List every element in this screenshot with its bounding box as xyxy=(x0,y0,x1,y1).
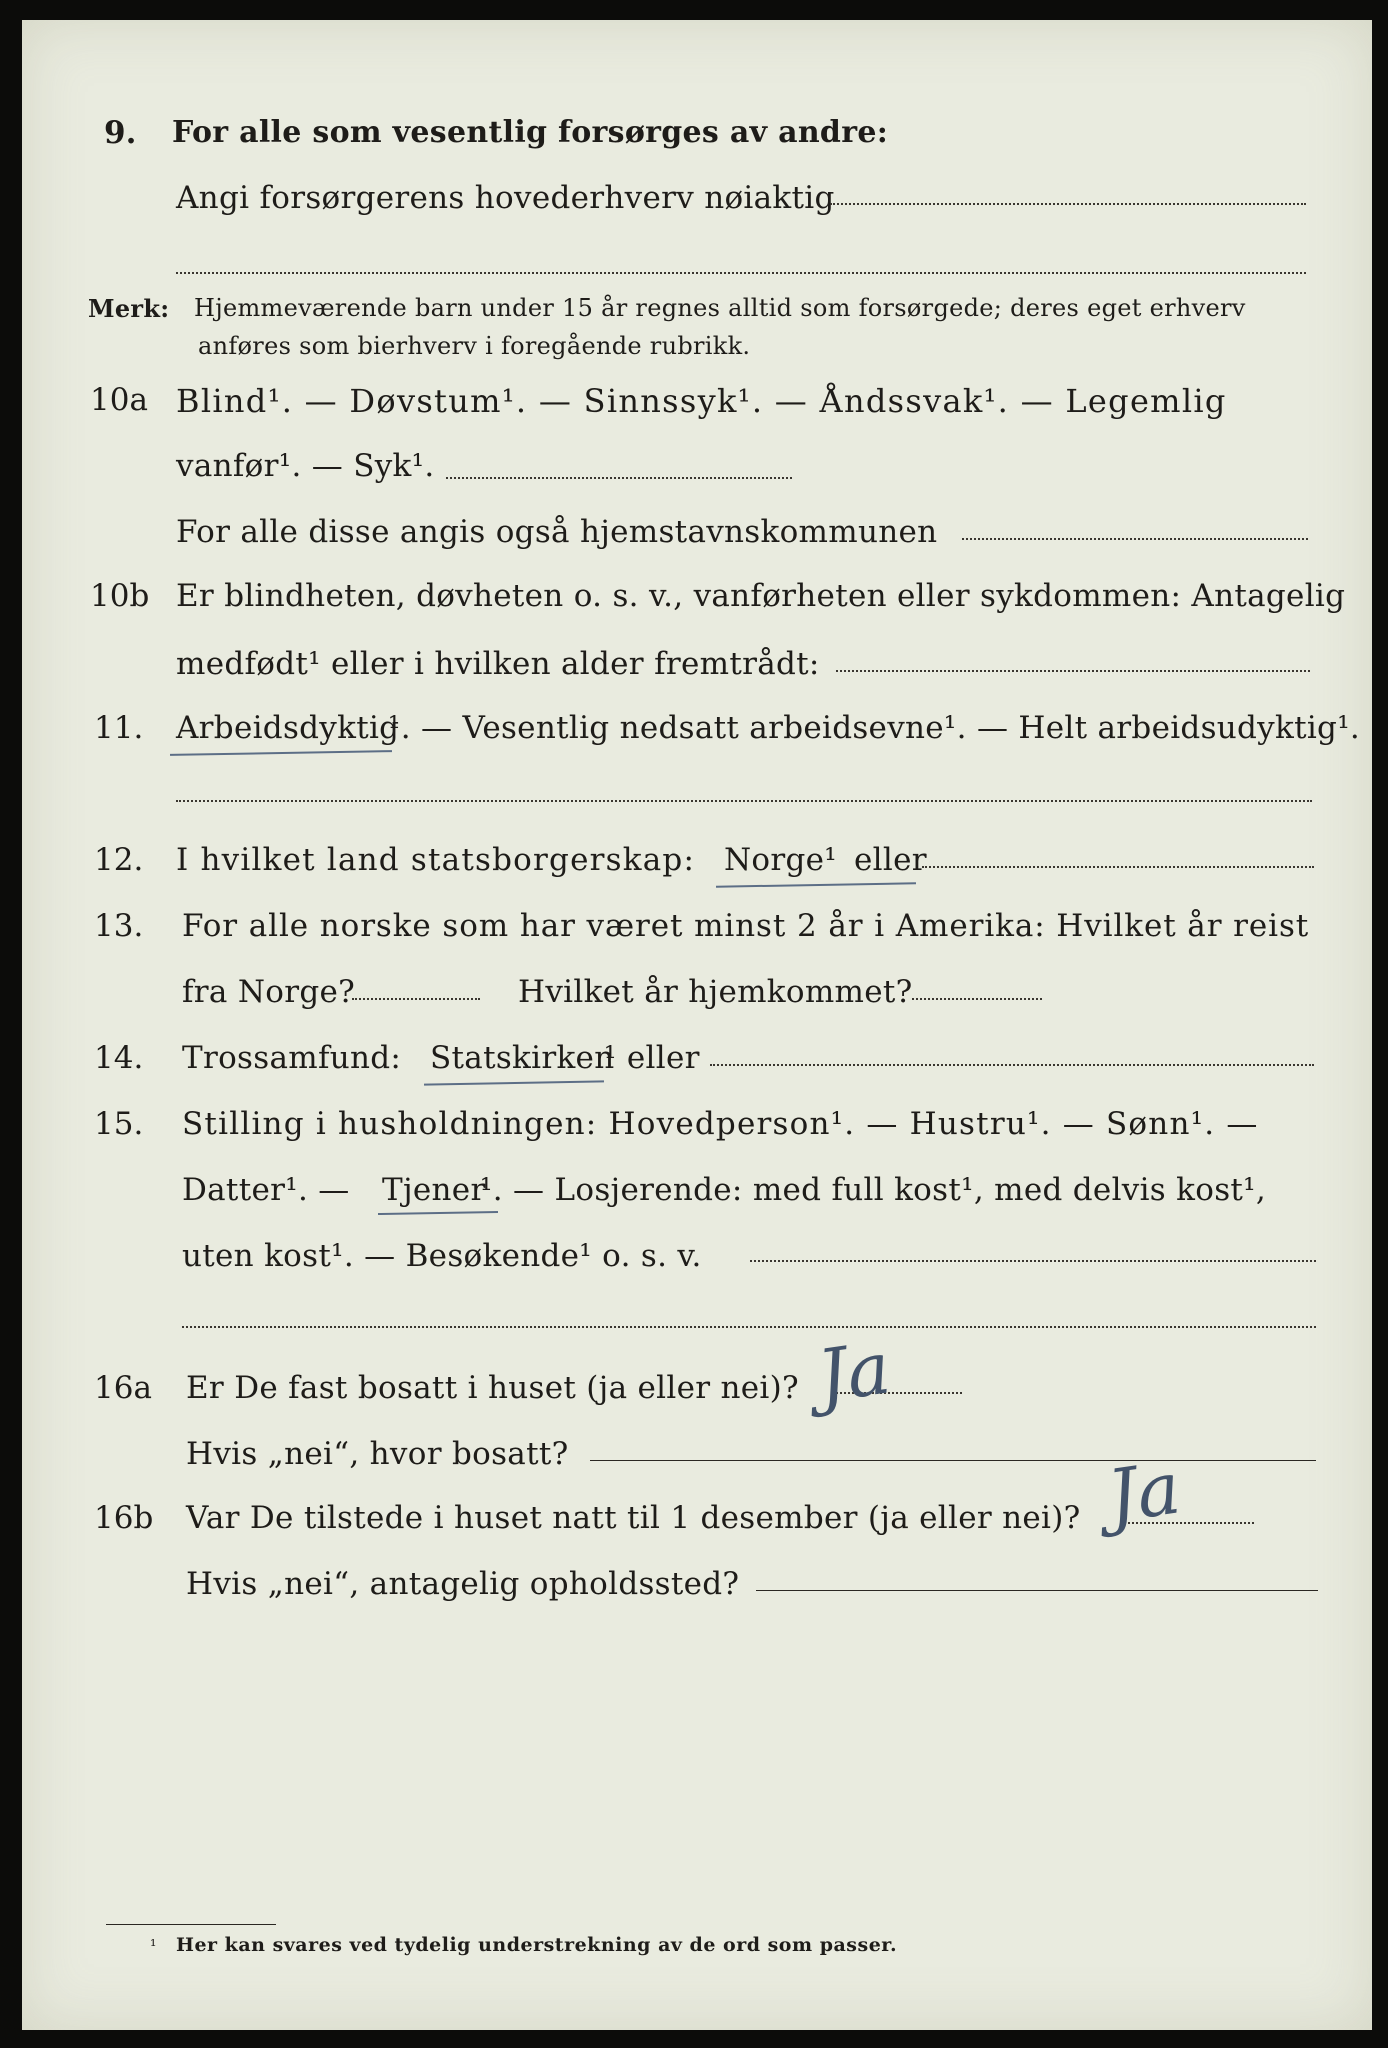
q14-text: Trossamfund: xyxy=(182,1040,402,1076)
q16b-line-1: Var De tilstede i huset natt til 1 desember (ja eller nei)? xyxy=(186,1500,1081,1536)
q12-text: I hvilket land statsborgerskap: xyxy=(176,842,696,878)
q14-option-eller: ¹ eller xyxy=(604,1040,700,1076)
q9-answer-field[interactable] xyxy=(830,203,1306,205)
q15-number: 15. xyxy=(94,1106,144,1142)
q15-option-tjener: Tjener xyxy=(382,1172,486,1208)
q16a-line-2: Hvis „nei“, hvor bosatt? xyxy=(186,1436,569,1472)
q16b-opholdssted-field[interactable] xyxy=(756,1590,1318,1591)
q15-answer-field-2[interactable] xyxy=(182,1326,1316,1328)
q16b-handwritten-answer: Ja xyxy=(1102,1445,1186,1539)
q9-title: For alle som vesentlig forsørges av andre: xyxy=(172,115,889,150)
q16a-number: 16a xyxy=(94,1370,152,1406)
q12-number: 12. xyxy=(94,842,144,878)
q9-number: 9. xyxy=(104,115,137,151)
q10a-line-2: vanfør¹. — Syk¹. xyxy=(176,448,435,484)
q12-option-eller: eller xyxy=(854,842,927,878)
q13-hjemkommet-field[interactable] xyxy=(912,998,1042,1000)
q10a-line-1: Blind¹. — Døvstum¹. — Sinnssyk¹. — Åndssvak¹. — Legemlig xyxy=(176,382,1227,420)
q14-number: 14. xyxy=(94,1040,144,1076)
q16b-number: 16b xyxy=(94,1500,154,1536)
merk-line-2: anføres som bierhverv i foregående rubrikk. xyxy=(198,332,751,360)
q10a-kommune-field[interactable] xyxy=(962,538,1308,540)
q13-reist-field[interactable] xyxy=(352,998,480,1000)
q9-prompt: Angi forsørgerens hovederhverv nøiaktig xyxy=(176,180,835,216)
q10a-line-3: For alle disse angis også hjemstavnskommunen xyxy=(176,514,938,550)
q15-line-2-a: Datter¹. — xyxy=(182,1172,350,1208)
q15-line-1: Stilling i husholdningen: Hovedperson¹. — Hustru¹. — Sønn¹. — xyxy=(182,1106,1259,1142)
q10b-number: 10b xyxy=(90,578,150,614)
q10a-syk-field[interactable] xyxy=(446,477,792,479)
q12-option-norge: Norge¹ xyxy=(724,842,838,878)
q10b-line-1: Er blindheten, døvheten o. s. v., vanførheten eller sykdommen: Antagelig xyxy=(176,578,1346,614)
footnote-divider xyxy=(106,1924,276,1925)
q16a-bosatt-field[interactable] xyxy=(590,1460,1316,1461)
merk-label: Merk: xyxy=(88,294,170,323)
q14-answer-field[interactable] xyxy=(710,1064,1314,1066)
q12-answer-field[interactable] xyxy=(922,866,1314,868)
q13-line-2-b: Hvilket år hjemkommet? xyxy=(518,974,913,1010)
q11-line-1: ¹. — Vesentlig nedsatt arbeidsevne¹. — Helt arbeidsudyktig¹. xyxy=(388,710,1361,746)
footnote-text: Her kan svares ved tydelig understrekning av de ord som passer. xyxy=(176,1934,898,1956)
q10b-answer-field[interactable] xyxy=(836,670,1310,672)
q10a-number: 10a xyxy=(90,382,148,418)
q16a-handwritten-answer: Ja xyxy=(812,1325,896,1419)
q14-option-statskirken: Statskirken xyxy=(430,1040,615,1076)
q11-option-arbeidsdyktig: Arbeidsdyktig xyxy=(176,710,400,746)
q13-line-1: For alle norske som har været minst 2 år i Amerika: Hvilket år reist xyxy=(182,908,1310,944)
q16a-line-1: Er De fast bosatt i huset (ja eller nei)? xyxy=(186,1370,799,1406)
q13-number: 13. xyxy=(94,908,144,944)
merk-line-1: Hjemmeværende barn under 15 år regnes alltid som forsørgede; deres eget erhverv xyxy=(194,294,1246,322)
q15-line-3: uten kost¹. — Besøkende¹ o. s. v. xyxy=(182,1238,702,1274)
q9-answer-field-2[interactable] xyxy=(176,272,1306,274)
q16b-line-2: Hvis „nei“, antagelig opholdssted? xyxy=(186,1566,740,1602)
q10b-line-2: medfødt¹ eller i hvilken alder fremtrådt: xyxy=(176,646,820,682)
q13-line-2-a: fra Norge? xyxy=(182,974,356,1010)
q11-number: 11. xyxy=(94,710,144,746)
q15-line-2-c: ¹. — Losjerende: med full kost¹, med delvis kost¹, xyxy=(480,1172,1267,1208)
footnote-mark: ¹ xyxy=(150,1936,157,1955)
q15-answer-field[interactable] xyxy=(750,1260,1316,1262)
q11-answer-field[interactable] xyxy=(176,800,1312,802)
